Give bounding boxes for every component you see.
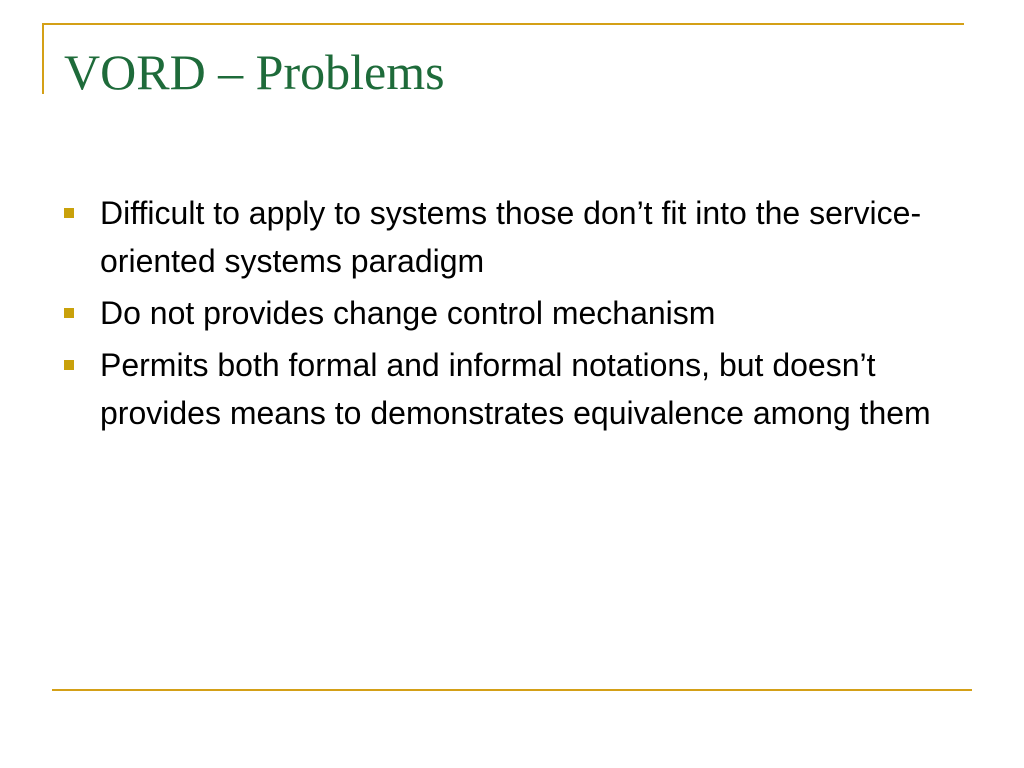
slide-title: VORD – Problems	[64, 44, 445, 100]
square-bullet-icon	[64, 360, 74, 370]
frame-left-line	[42, 23, 44, 94]
bullet-text: Permits both formal and informal notations, but doesn’t provides means to demonstrates equivalence among them	[100, 347, 931, 431]
square-bullet-icon	[64, 308, 74, 318]
frame-bottom-line	[52, 689, 972, 691]
bullet-text: Difficult to apply to systems those don’t fit into the service-oriented systems paradigm	[100, 195, 922, 279]
square-bullet-icon	[64, 208, 74, 218]
bullet-list	[64, 189, 944, 441]
frame-top-line	[42, 23, 964, 25]
bullet-item	[64, 341, 944, 437]
bullet-item	[64, 289, 944, 337]
bullet-text: Do not provides change control mechanism	[100, 295, 716, 331]
bullet-item	[64, 189, 944, 285]
